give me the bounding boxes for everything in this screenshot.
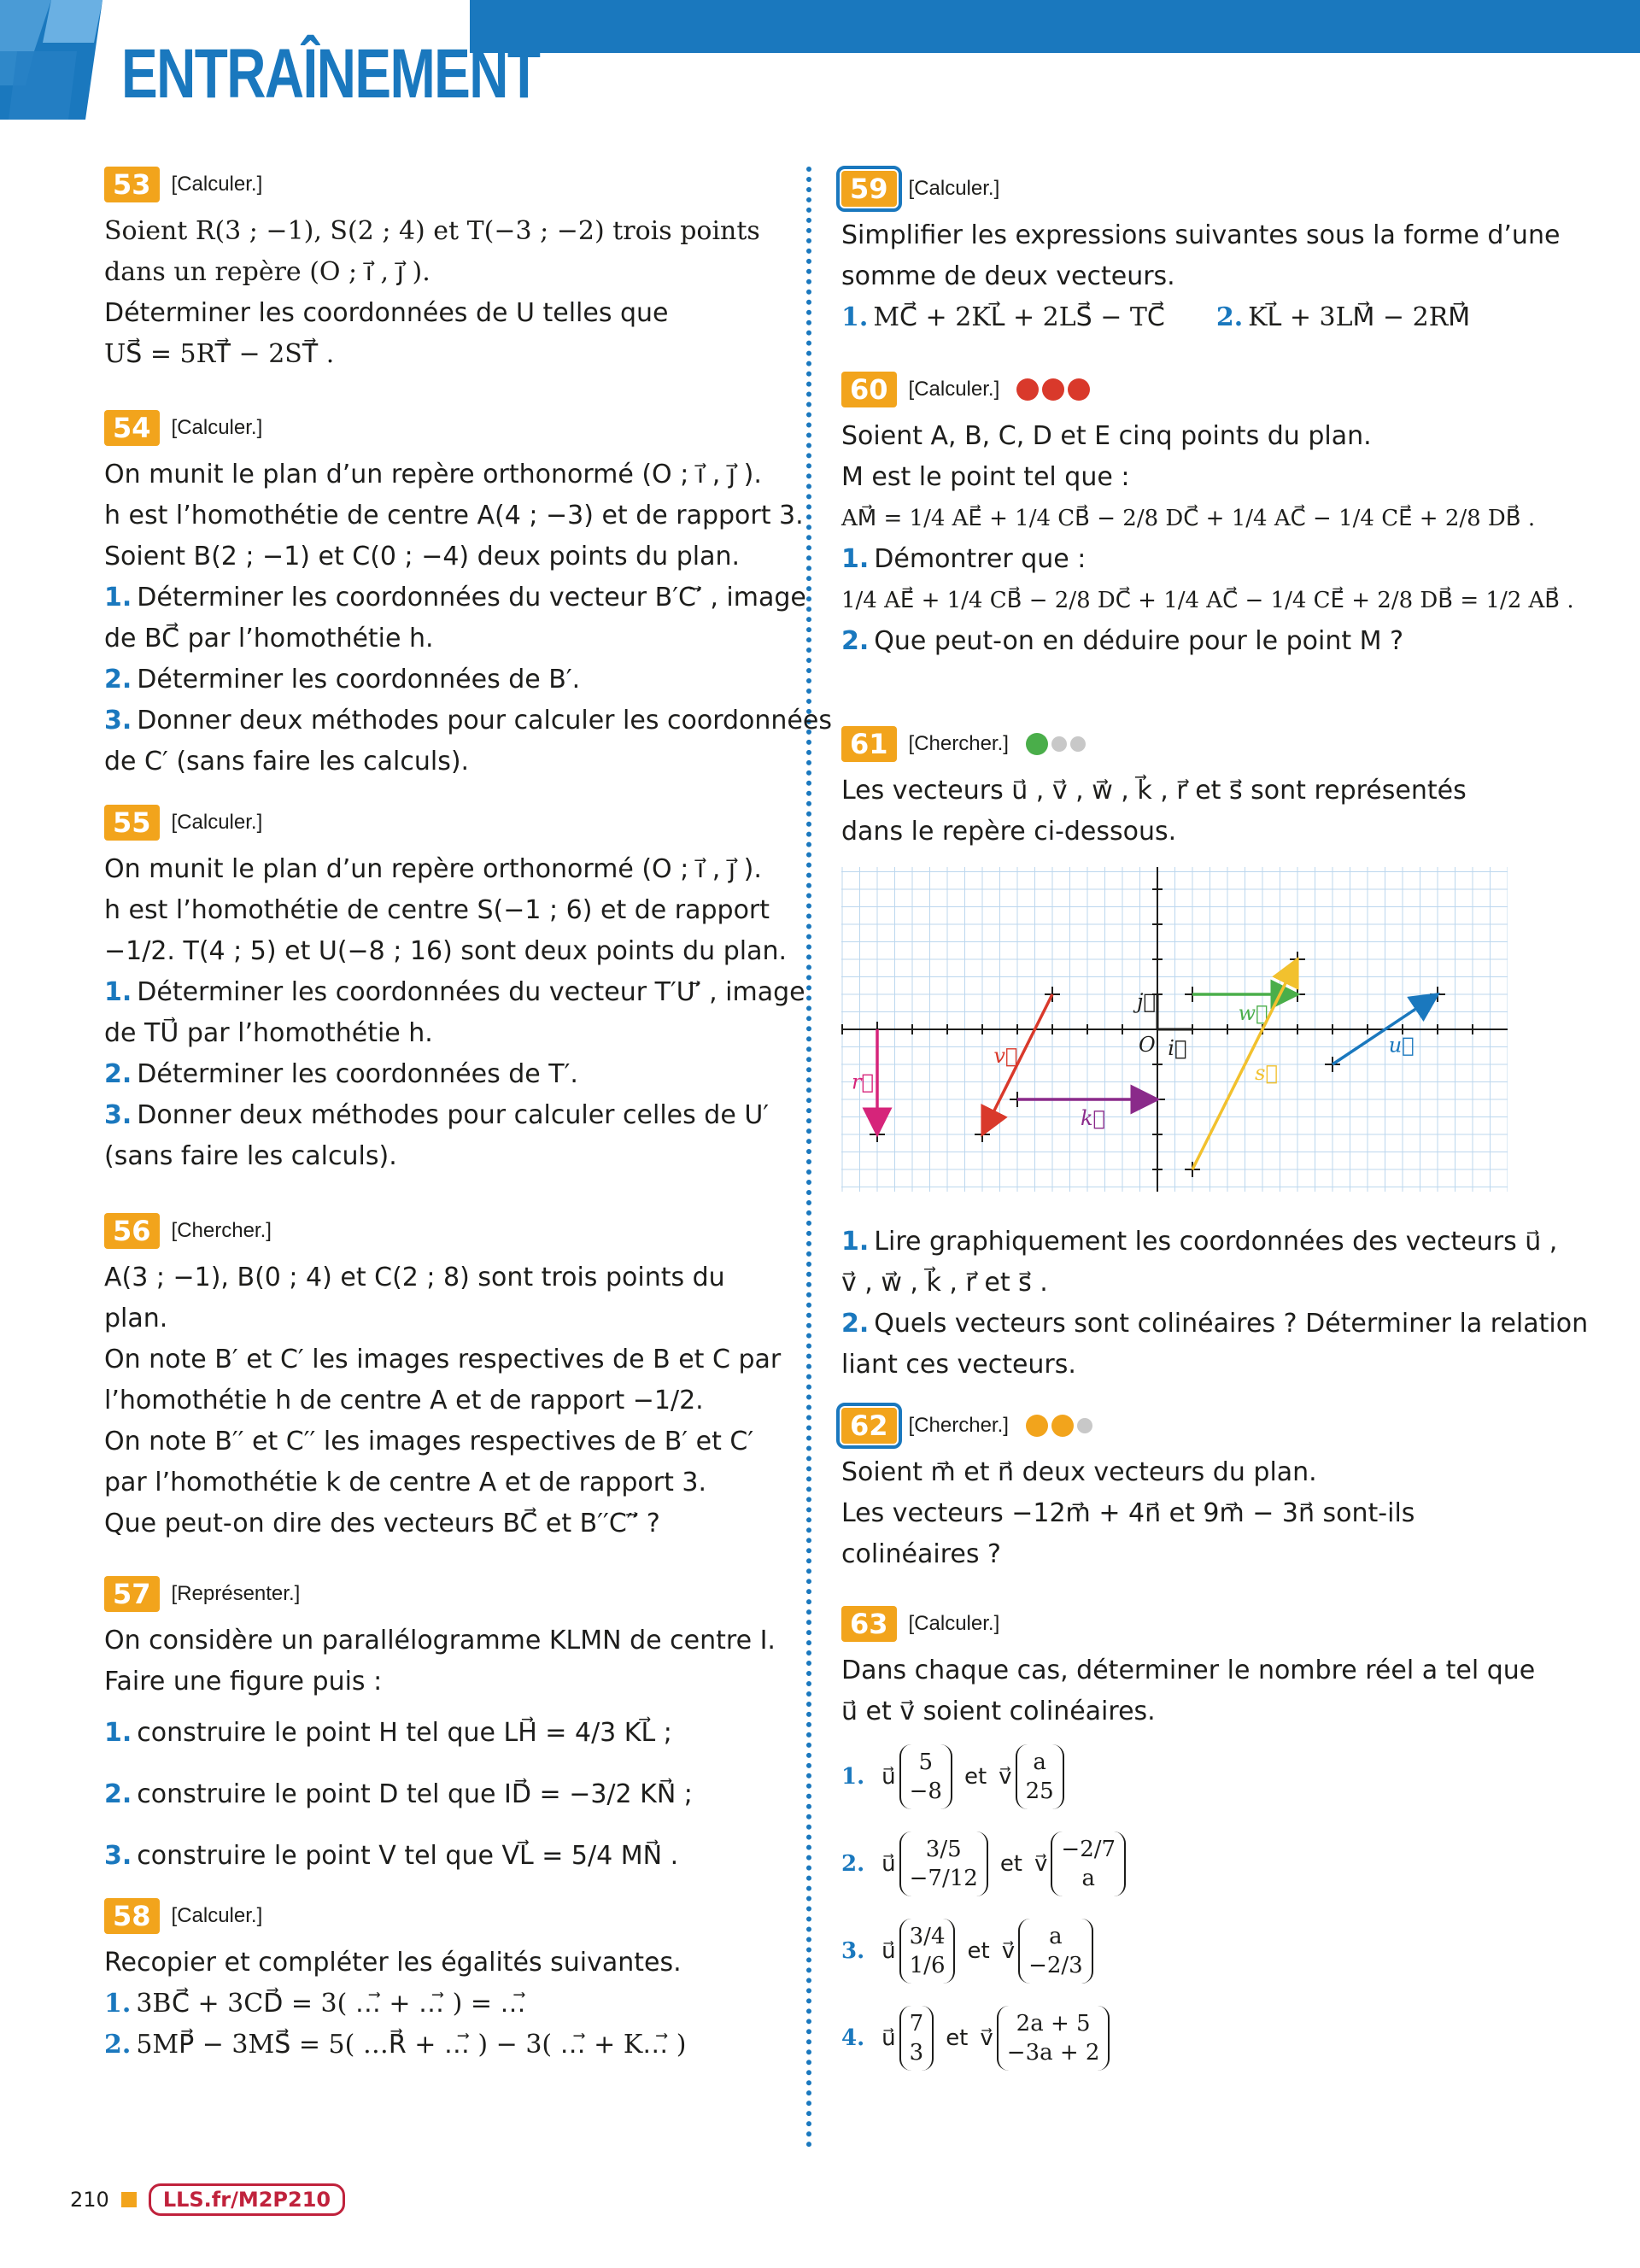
vector-label: v⃗ xyxy=(980,2025,993,2051)
question-number: 1. xyxy=(104,1718,132,1748)
exercise-number: 56 xyxy=(104,1213,160,1249)
vector-component: a xyxy=(1049,1924,1063,1949)
vector-component: 7 xyxy=(909,2011,924,2037)
question-text: MC⃗ + 2KL⃗ + 2LS⃗ − TC⃗ xyxy=(873,302,1165,332)
exercise-61 xyxy=(841,726,1525,853)
exercise-61-questions xyxy=(841,1222,1589,1386)
exercise-tag: [Calculer.] xyxy=(908,378,1000,401)
text-line: Les vecteurs u⃗ , v⃗ , w⃗ , k⃗ , r⃗ et s⃗ sont représentés xyxy=(841,776,1467,806)
section-title: ENTRAÎNEMENT xyxy=(121,35,540,113)
text-line: Recopier et compléter les égalités suivantes. xyxy=(104,1948,682,1978)
exercise-tag: [Calculer.] xyxy=(171,1904,263,1927)
difficulty-dots xyxy=(1016,378,1090,401)
colinearity-cases xyxy=(841,1744,1525,2071)
exercise-63 xyxy=(841,1606,1536,2071)
text-line: AM⃗ = 1/4 AE⃗ + 1/4 CB⃗ − 2/8 DC⃗ + 1/4 AC⃗ − 1/4 CE⃗ + 2/8 DB⃗ . xyxy=(841,506,1536,531)
question-text: liant ces vecteurs. xyxy=(841,1350,1076,1380)
vector-component: 3/5 xyxy=(925,1837,962,1862)
question-number: 2. xyxy=(104,2030,132,2060)
text-line: h est l’homothétie de centre S(−1 ; 6) et de rapport xyxy=(104,895,770,925)
text-line: On note B′′ et C′′ les images respectives de B′ et C′ xyxy=(104,1427,754,1456)
et-word: et xyxy=(999,1851,1023,1877)
vector-component: 2a + 5 xyxy=(1016,2011,1091,2037)
vector-component: −7/12 xyxy=(909,1866,978,1891)
text-line: Que peut-on dire des vecteurs BC⃗ et B′′C′′⃗ ? xyxy=(104,1509,660,1538)
column-vector xyxy=(899,1744,952,1809)
text-line: Les vecteurs −12m⃗ + 4n⃗ et 9m⃗ − 3n⃗ sont-ils xyxy=(841,1498,1415,1528)
exercise-number: 60 xyxy=(841,372,897,407)
exercise-number: 55 xyxy=(104,805,160,841)
question-text: (sans faire les calculs). xyxy=(104,1141,397,1171)
text-line: A(3 ; −1), B(0 ; 4) et C(2 ; 8) sont trois points du xyxy=(104,1263,725,1292)
text-line: On note B′ et C′ les images respectives de B et C par xyxy=(104,1345,782,1374)
question-text: Déterminer les coordonnées de T′. xyxy=(137,1059,578,1089)
vector-graph xyxy=(841,867,1508,1192)
vector-component: −8 xyxy=(909,1779,942,1804)
text-line: On munit le plan d’un repère orthonormé (O ; i⃗ , j⃗ ). xyxy=(104,460,762,489)
et-word: et xyxy=(964,1764,987,1790)
exercise-tag: [Calculer.] xyxy=(171,811,263,834)
text-line: Dans chaque cas, déterminer le nombre réel a tel que xyxy=(841,1656,1536,1685)
vector-label: u⃗ xyxy=(1388,1033,1414,1058)
case-number: 4. xyxy=(841,2025,865,2051)
question-number: 2. xyxy=(841,1309,870,1339)
question-text: construire le point H tel que LH⃗ = 4/3 KL⃗ ; xyxy=(137,1718,672,1748)
text-line: l’homothétie h de centre A et de rapport −1/2. xyxy=(104,1386,704,1415)
question-number: 2. xyxy=(104,1059,132,1089)
question-text: construire le point D tel que ID⃗ = −3/2 KN⃗ ; xyxy=(137,1779,693,1809)
vector-label: v⃗ xyxy=(999,1764,1012,1790)
question-text: Déterminer les coordonnées de B′. xyxy=(137,665,581,694)
exercise-tag: [Calculer.] xyxy=(171,416,263,439)
vector-label: v⃗ xyxy=(1034,1851,1048,1877)
question-number: 1. xyxy=(841,1227,870,1257)
vector-label: u⃗ xyxy=(882,1938,896,1964)
exercise-tag: [Chercher.] xyxy=(171,1219,272,1242)
exercise-number: 54 xyxy=(104,410,160,446)
vector-component: 3 xyxy=(909,2040,924,2066)
header-bar xyxy=(470,0,1640,53)
question-text: Donner deux méthodes pour calculer celles de U′ xyxy=(137,1100,770,1130)
page-number: 210 xyxy=(70,2188,109,2212)
exercise-59: 59 [Calculer.] Simplifier les expressions suivantes sous la forme d’une somme de deux vecteurs. 1. MC⃗ + 2KL⃗ + 2LS⃗ − TC⃗ 2. KL⃗ + 3LM⃗ − 2RM⃗ xyxy=(841,173,1561,332)
vector-label: r⃗ xyxy=(852,1070,874,1094)
text-line: Soient R(3 ; −1), S(2 ; 4) et T(−3 ; −2) trois points xyxy=(104,216,760,246)
question-text: Lire graphiquement les coordonnées des vecteurs u⃗ , xyxy=(874,1227,1558,1257)
text-line: somme de deux vecteurs. xyxy=(841,261,1175,291)
question-number: 1. xyxy=(104,1989,132,2019)
text-line: Faire une figure puis : xyxy=(104,1667,383,1697)
vector-component: −2/3 xyxy=(1028,1953,1083,1978)
question-text: Déterminer les coordonnées du vecteur B′C′⃗ , image xyxy=(137,583,806,612)
text-line: On munit le plan d’un repère orthonormé (O ; i⃗ , j⃗ ). xyxy=(104,854,762,884)
question-number: 2. xyxy=(104,665,132,694)
et-word: et xyxy=(967,1938,990,1964)
text-line: US⃗ = 5RT⃗ − 2ST⃗ . xyxy=(104,339,335,369)
exercise-57 xyxy=(104,1576,788,1887)
vector-label: v⃗ xyxy=(1001,1938,1016,1964)
vector-component: 3/4 xyxy=(909,1924,946,1949)
difficulty-dots xyxy=(1026,733,1086,755)
vector-label: u⃗ xyxy=(882,1764,896,1790)
exercise-number: 53 xyxy=(104,167,160,202)
text-line: Simplifier les expressions suivantes sous la forme d’une xyxy=(841,220,1561,250)
j-label: j⃗ xyxy=(1137,989,1156,1014)
exercise-56 xyxy=(104,1213,788,1544)
case-row xyxy=(841,1919,1525,1984)
vector-label: k⃗ xyxy=(1081,1106,1105,1130)
question-text: 5MP⃗ − 3MS⃗ = 5( …R⃗ + …⃗ ) − 3( …⃗ + K…⃗ ) xyxy=(136,2030,687,2060)
text-line: Déterminer les coordonnées de U telles que xyxy=(104,298,669,328)
question-text: de BC⃗ par l’homothétie h. xyxy=(104,624,434,653)
text-line: −1/2. T(4 ; 5) et U(−8 ; 16) sont deux points du plan. xyxy=(104,936,788,966)
vector-component: −3a + 2 xyxy=(1006,2040,1100,2066)
case-number: 1. xyxy=(841,1764,865,1790)
exercise-number: 58 xyxy=(104,1898,160,1934)
question-text: Déterminer les coordonnées du vecteur T′U′⃗ , image xyxy=(137,977,805,1007)
exercise-tag: [Représenter.] xyxy=(171,1582,301,1605)
footer-link[interactable]: LLS.fr/M2P210 xyxy=(149,2183,345,2216)
i-label: i⃗ xyxy=(1168,1036,1187,1060)
question-text: 1/4 AE⃗ + 1/4 CB⃗ − 2/8 DC⃗ + 1/4 AC⃗ − 1/4 CE⃗ + 2/8 DB⃗ = 1/2 AB⃗ . xyxy=(841,588,1574,613)
column-vector xyxy=(1051,1831,1126,1896)
question-text: 3BC⃗ + 3CD⃗ = 3( …⃗ + …⃗ ) = …⃗ xyxy=(136,1989,526,2019)
exercise-tag: [Calculer.] xyxy=(908,1612,1000,1635)
difficulty-dots xyxy=(1026,1415,1092,1437)
exercise-number: 57 xyxy=(104,1576,160,1612)
question-text: Démontrer que : xyxy=(874,544,1086,574)
text-line: dans le repère ci-dessous. xyxy=(841,817,1177,847)
question-number: 2. xyxy=(104,1779,132,1809)
text-line: par l’homothétie k de centre A et de rapport 3. xyxy=(104,1468,707,1497)
exercise-tag: [Calculer.] xyxy=(171,173,263,196)
exercise-tag: [Chercher.] xyxy=(908,732,1009,755)
question-text: de TU⃗ par l’homothétie h. xyxy=(104,1018,433,1048)
column-divider xyxy=(806,167,811,2148)
text-line: Soient A, B, C, D et E cinq points du plan. xyxy=(841,421,1372,451)
column-vector xyxy=(997,2006,1110,2071)
question-text: Que peut-on en déduire pour le point M ? xyxy=(874,626,1404,656)
text-line: plan. xyxy=(104,1304,168,1333)
text-line: colinéaires ? xyxy=(841,1539,1001,1569)
question-text: de C′ (sans faire les calculs). xyxy=(104,747,470,777)
text-line: h est l’homothétie de centre A(4 ; −3) et de rapport 3. xyxy=(104,501,804,530)
text-line: Soient m⃗ et n⃗ deux vecteurs du plan. xyxy=(841,1457,1317,1487)
text-line: M est le point tel que : xyxy=(841,462,1130,492)
origin-label: O xyxy=(1139,1033,1156,1057)
exercise-53 xyxy=(104,167,788,375)
exercise-number: 59 xyxy=(841,171,897,207)
question-text: v⃗ , w⃗ , k⃗ , r⃗ et s⃗ . xyxy=(841,1268,1048,1298)
question-number: 3. xyxy=(104,1100,132,1130)
exercise-number: 61 xyxy=(841,726,897,762)
vector-component: 25 xyxy=(1025,1779,1054,1804)
vector-component: a xyxy=(1081,1866,1095,1891)
vector-label: u⃗ xyxy=(882,1851,896,1877)
column-vector xyxy=(899,1831,988,1896)
exercise-54 xyxy=(104,410,832,782)
question-number: 1. xyxy=(104,583,132,612)
exercise-60 xyxy=(841,372,1574,662)
question-number: 2. xyxy=(841,626,870,656)
question-text: construire le point V tel que VL⃗ = 5/4 MN⃗ . xyxy=(137,1841,679,1871)
exercise-tag: [Calculer.] xyxy=(908,177,1000,200)
question-number: 1. xyxy=(104,977,132,1007)
exercise-number: 62 xyxy=(841,1408,897,1444)
column-vector xyxy=(899,2006,934,2071)
text-line: On considère un parallélogramme KLMN de centre I. xyxy=(104,1626,776,1656)
exercise-number: 63 xyxy=(841,1606,897,1642)
text-line: u⃗ et v⃗ soient colinéaires. xyxy=(841,1697,1156,1726)
et-word: et xyxy=(946,2025,969,2051)
vector-label: s⃗ xyxy=(1255,1060,1278,1085)
column-vector xyxy=(1018,1919,1093,1984)
vector-component: −2/7 xyxy=(1061,1837,1116,1862)
vector-label: w⃗ xyxy=(1238,1001,1268,1025)
vector-component: a xyxy=(1033,1749,1046,1775)
case-row xyxy=(841,2006,1525,2071)
case-number: 2. xyxy=(841,1851,865,1877)
column-vector xyxy=(1016,1744,1064,1809)
column-vector xyxy=(899,1919,956,1984)
question-number: 3. xyxy=(104,706,132,735)
footer-square-icon xyxy=(121,2192,137,2207)
vector-component: 1/6 xyxy=(909,1953,946,1978)
question-text: Donner deux méthodes pour calculer les coordonnées xyxy=(137,706,832,735)
case-row xyxy=(841,1831,1525,1896)
vector-label: v⃗ xyxy=(993,1044,1018,1069)
exercise-55 xyxy=(104,805,805,1177)
text-line: Soient B(2 ; −1) et C(0 ; −4) deux points du plan. xyxy=(104,542,741,571)
footer xyxy=(70,2183,345,2216)
exercise-58 xyxy=(104,1898,788,2066)
question-number: 3. xyxy=(104,1841,132,1871)
question-text: KL⃗ + 3LM⃗ − 2RM⃗ xyxy=(1248,302,1471,332)
vector-component: 5 xyxy=(918,1749,934,1775)
exercise-62 xyxy=(841,1408,1525,1575)
exercise-tag: [Chercher.] xyxy=(908,1414,1009,1437)
question-number: 1. xyxy=(841,544,870,574)
question-text: Quels vecteurs sont colinéaires ? Déterminer la relation xyxy=(874,1309,1589,1339)
vector-label: u⃗ xyxy=(882,2025,896,2051)
case-number: 3. xyxy=(841,1938,865,1964)
case-row xyxy=(841,1744,1525,1809)
text-line: dans un repère (O ; i⃗ , j⃗ ). xyxy=(104,257,430,287)
